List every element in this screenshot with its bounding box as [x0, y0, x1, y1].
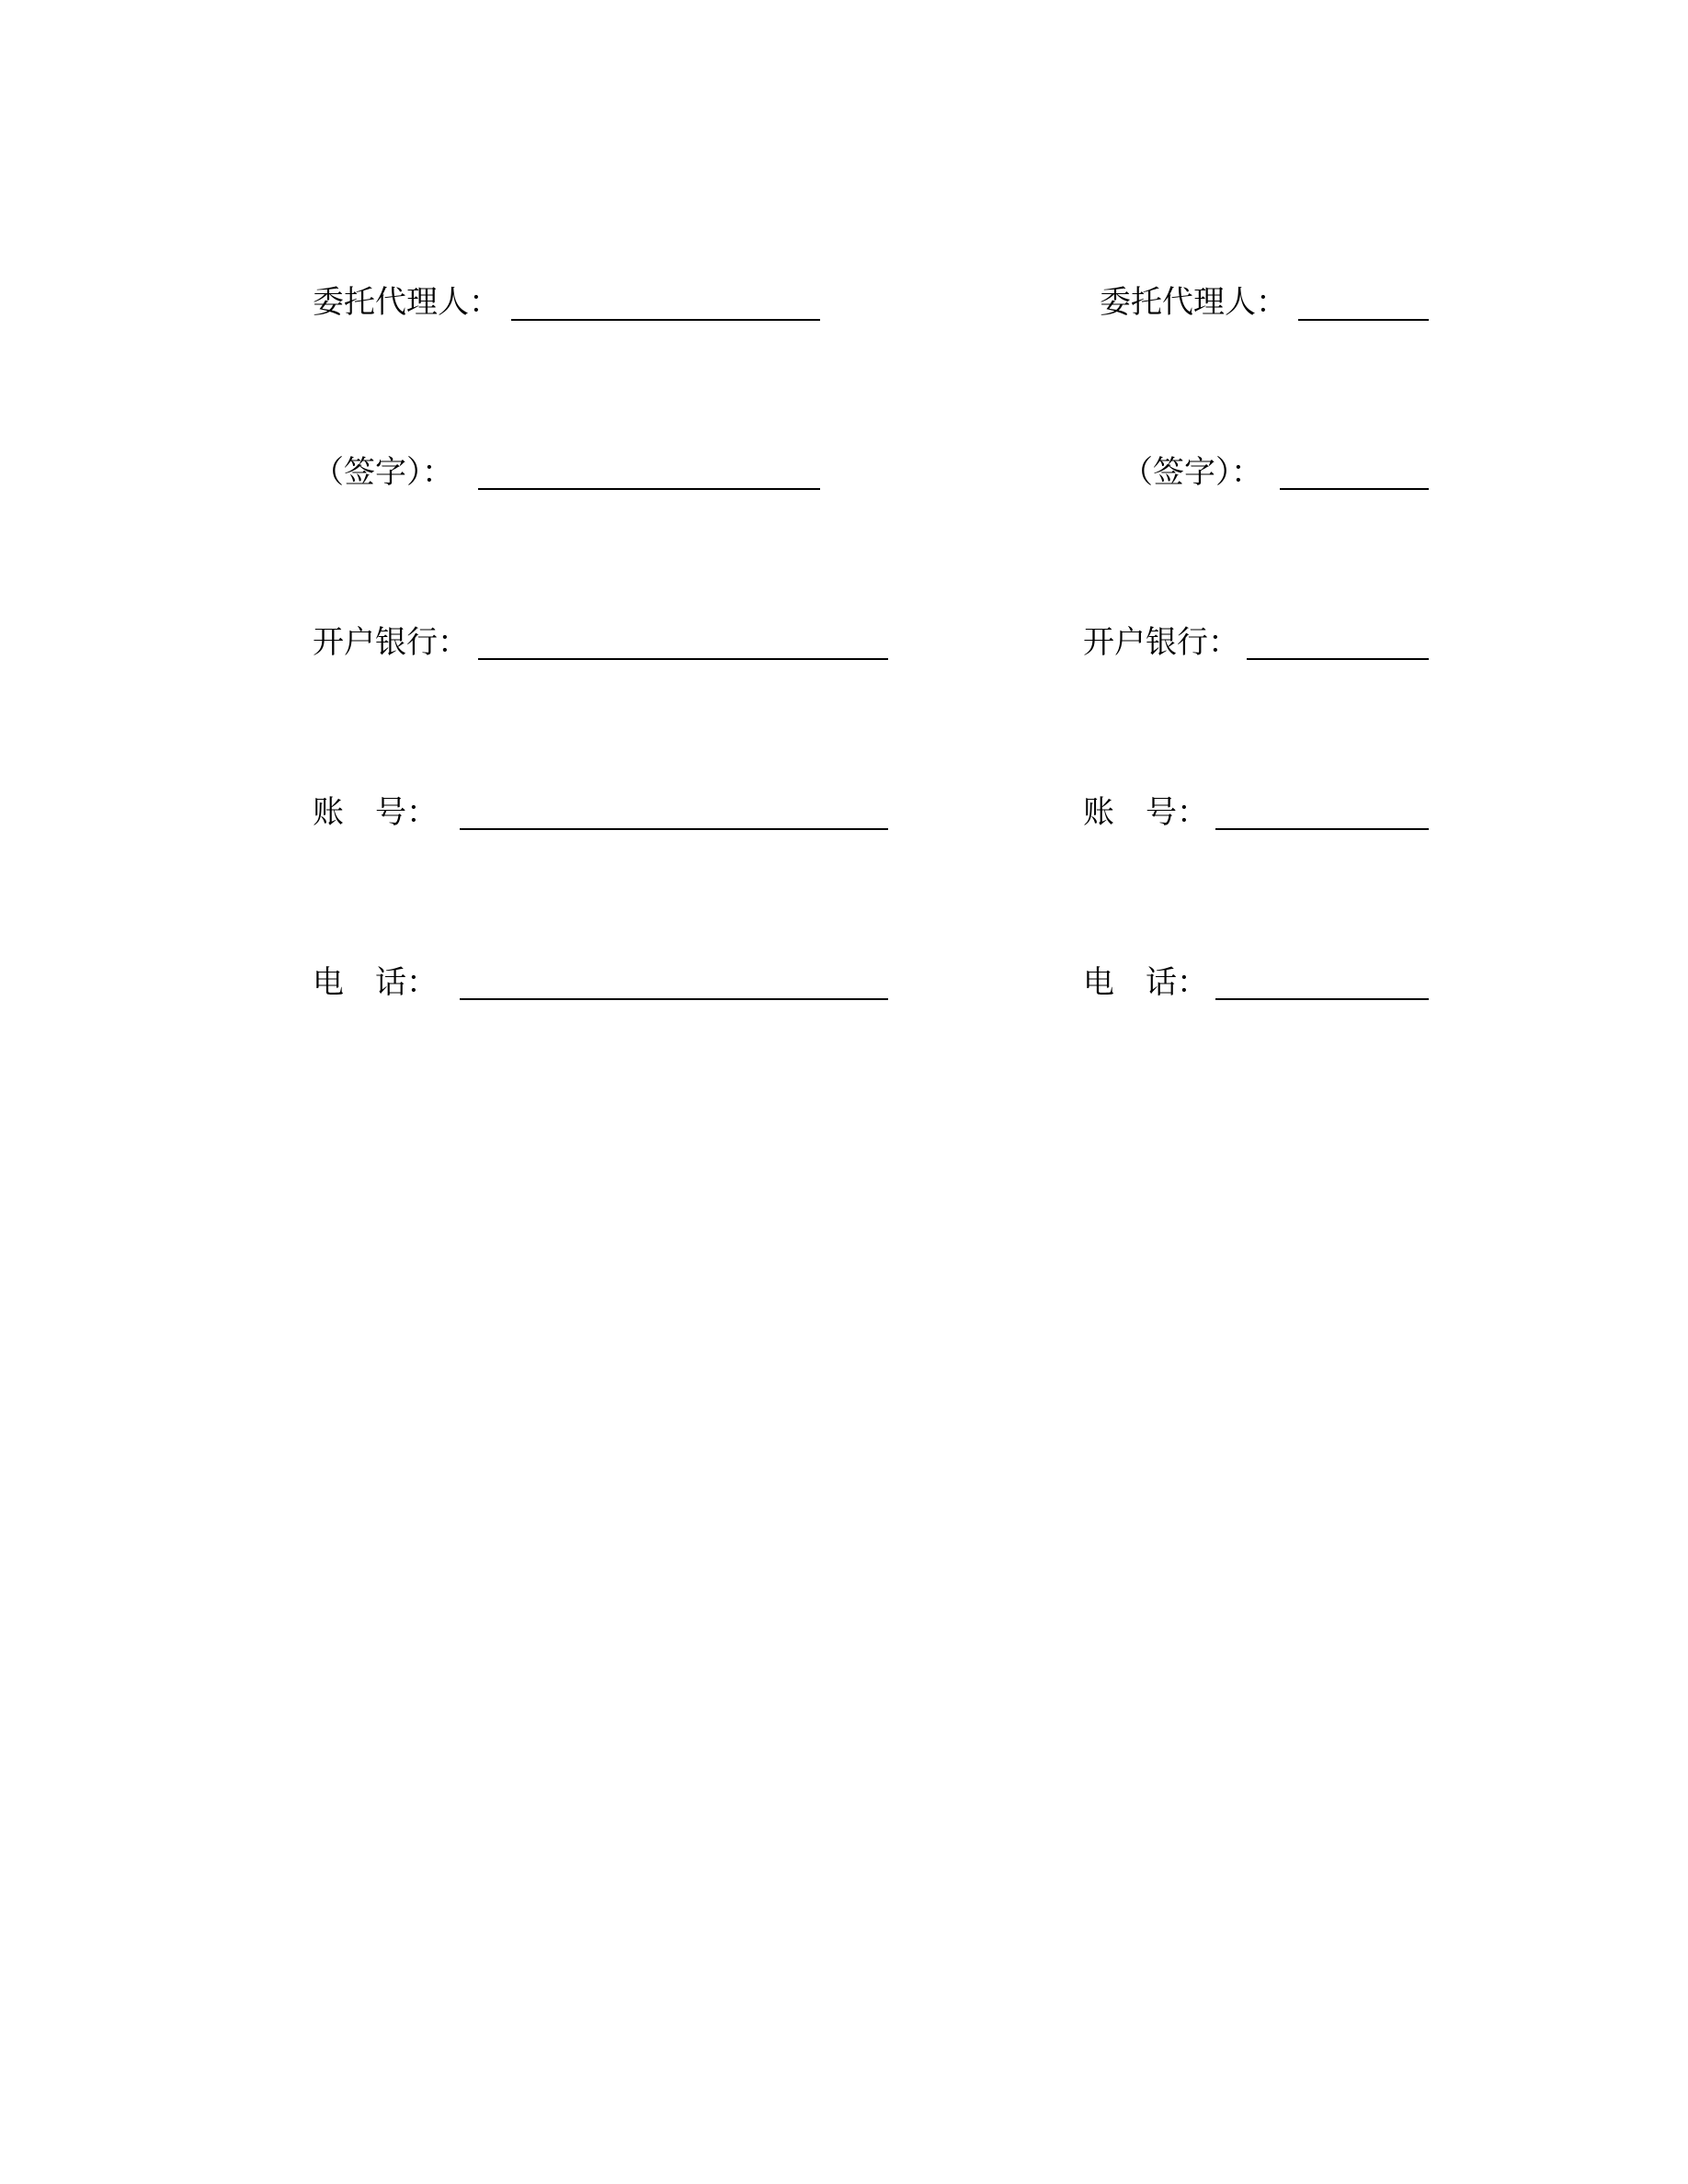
left-account-label: 账 号：	[313, 794, 438, 831]
right-signature-field[interactable]	[1280, 488, 1429, 490]
left-signature-field[interactable]	[478, 488, 820, 490]
left-account-field[interactable]	[460, 828, 888, 830]
right-account-field[interactable]	[1215, 828, 1429, 830]
right-agent-field[interactable]	[1298, 319, 1429, 321]
left-phone-label: 电 话：	[313, 964, 438, 1001]
right-account-label: 账 号：	[1083, 794, 1208, 831]
left-signature-label: （签字）：	[313, 454, 453, 491]
left-bank-field[interactable]	[478, 658, 888, 660]
right-phone-label: 电 话：	[1083, 964, 1208, 1001]
right-agent-label: 委托代理人：	[1100, 284, 1287, 321]
left-phone-field[interactable]	[460, 998, 888, 1000]
right-signature-label: （签字）：	[1122, 454, 1262, 491]
left-agent-field[interactable]	[511, 319, 820, 321]
right-phone-field[interactable]	[1215, 998, 1429, 1000]
left-agent-label: 委托代理人：	[313, 284, 500, 321]
right-bank-field[interactable]	[1247, 658, 1429, 660]
left-bank-label: 开户银行：	[313, 624, 469, 661]
right-bank-label: 开户银行：	[1083, 624, 1239, 661]
